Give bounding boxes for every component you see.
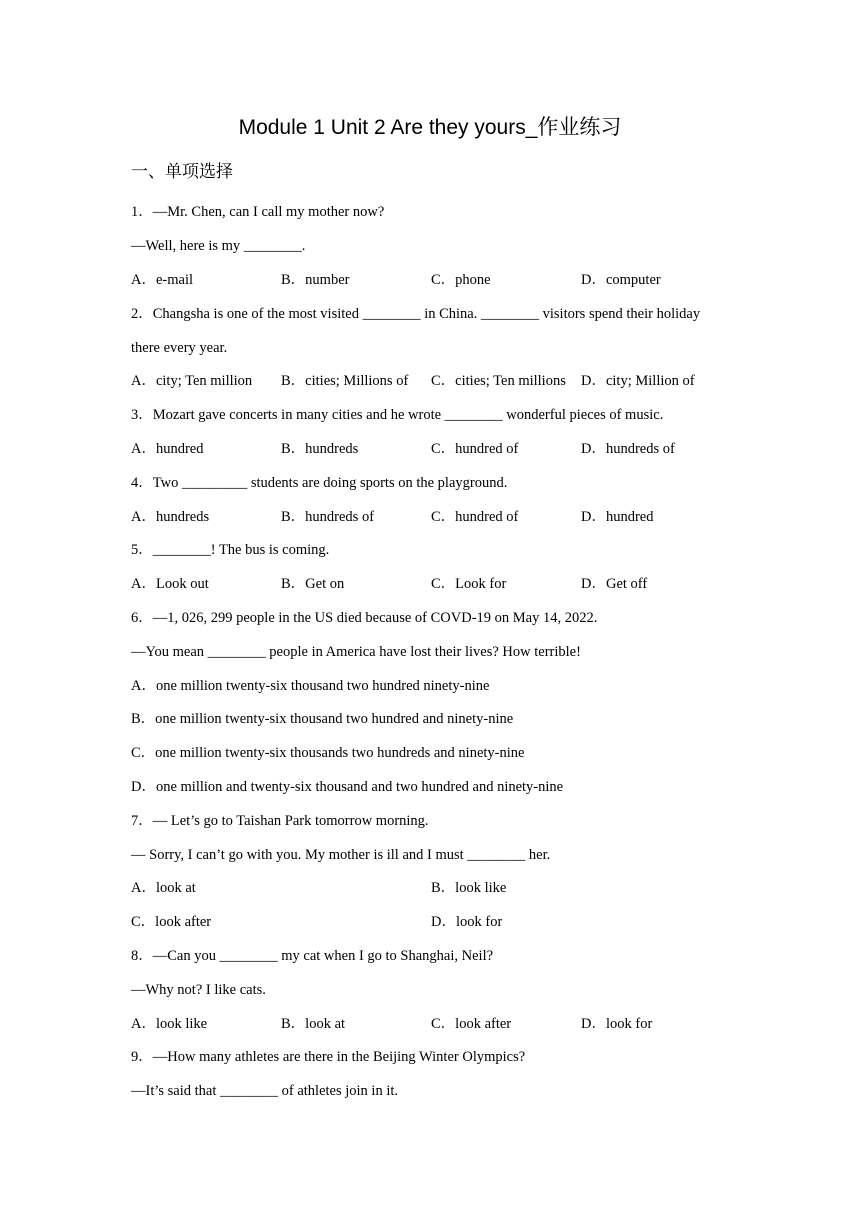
option-b: B．look like — [431, 880, 507, 896]
option-c: C．look after — [431, 1016, 512, 1032]
question-3-line-1: 3．Mozart gave concerts in many cities and he wrote ________ wonderful pieces of music. — [131, 407, 664, 423]
question-8-line-2: —Why not? I like cats. — [131, 982, 266, 998]
question-2-line-2: there every year. — [131, 340, 228, 356]
option-d: D．hundred — [581, 509, 654, 525]
question-6-line-2: —You mean ________ people in America have lost their lives? How terrible! — [131, 644, 581, 660]
option-c: C．Look for — [431, 576, 507, 592]
page-title: Module 1 Unit 2 Are they yours_作业练习 — [238, 116, 622, 139]
option-b: B．Get on — [281, 576, 345, 592]
option-b: B．cities; Millions of — [281, 373, 409, 389]
option-c: C．phone — [431, 272, 491, 288]
option-b: B．look at — [281, 1016, 346, 1032]
option-d: D．look for — [581, 1016, 653, 1032]
question-2-line-1: 2．Changsha is one of the most visited ________ in China. ________ visitors spend their holiday — [131, 306, 701, 322]
option-a: A．hundred — [131, 441, 204, 457]
option-b: B．hundreds — [281, 441, 359, 457]
question-7-line-2: — Sorry, I can’t go with you. My mother is ill and I must ________ her. — [131, 847, 551, 863]
option-c: C．cities; Ten millions — [431, 373, 566, 389]
question-9-line-2: —It’s said that ________ of athletes join in it. — [131, 1083, 399, 1099]
option-a: A．hundreds — [131, 509, 210, 525]
question-8-options — [131, 1014, 751, 1034]
question-3-options — [131, 439, 751, 459]
question-9-line-1: 9．—How many athletes are there in the Beijing Winter Olympics? — [131, 1049, 526, 1065]
question-6-option-b: B．one million twenty-six thousand two hundred and ninety-nine — [131, 711, 514, 727]
option-d: D．computer — [581, 272, 661, 288]
question-6-option-c: C．one million twenty-six thousands two hundreds and ninety-nine — [131, 745, 525, 761]
option-a: A．Look out — [131, 576, 209, 592]
option-b: B．hundreds of — [281, 509, 375, 525]
question-2-options — [131, 371, 751, 391]
question-4-options — [131, 507, 751, 527]
option-d: D．hundreds of — [581, 441, 675, 457]
option-a: A．look at — [131, 880, 196, 896]
question-5-options — [131, 574, 751, 594]
option-c: C．look after — [131, 914, 212, 930]
question-8-line-1: 8．—Can you ________ my cat when I go to Shanghai, Neil? — [131, 948, 494, 964]
option-d: D．city; Million of — [581, 373, 695, 389]
question-7-options-row-1 — [131, 878, 751, 898]
question-1-line-2: —Well, here is my ________. — [131, 238, 306, 254]
option-c: C．hundred of — [431, 509, 519, 525]
question-4-line-1: 4．Two _________ students are doing sports on the playground. — [131, 475, 508, 491]
question-6-line-1: 6．—1, 026, 299 people in the US died because of COVD-19 on May 14, 2022. — [131, 610, 598, 626]
question-1-line-1: 1．—Mr. Chen, can I call my mother now? — [131, 204, 385, 220]
question-6-option-d: D．one million and twenty-six thousand and two hundred and ninety-nine — [131, 779, 564, 795]
question-7-line-1: 7．— Let’s go to Taishan Park tomorrow morning. — [131, 813, 429, 829]
option-a: A．city; Ten million — [131, 373, 253, 389]
section-heading: 一、单项选择 — [131, 162, 233, 182]
option-b: B．number — [281, 272, 350, 288]
question-5-line-1: 5．________! The bus is coming. — [131, 542, 330, 558]
option-c: C．hundred of — [431, 441, 519, 457]
option-d: D．look for — [431, 914, 503, 930]
option-a: A．e-mail — [131, 272, 194, 288]
question-1-options — [131, 270, 751, 290]
question-7-options-row-2 — [131, 912, 751, 932]
question-6-option-a: A．one million twenty-six thousand two hundred ninety-nine — [131, 678, 490, 694]
option-d: D．Get off — [581, 576, 648, 592]
option-a: A．look like — [131, 1016, 208, 1032]
